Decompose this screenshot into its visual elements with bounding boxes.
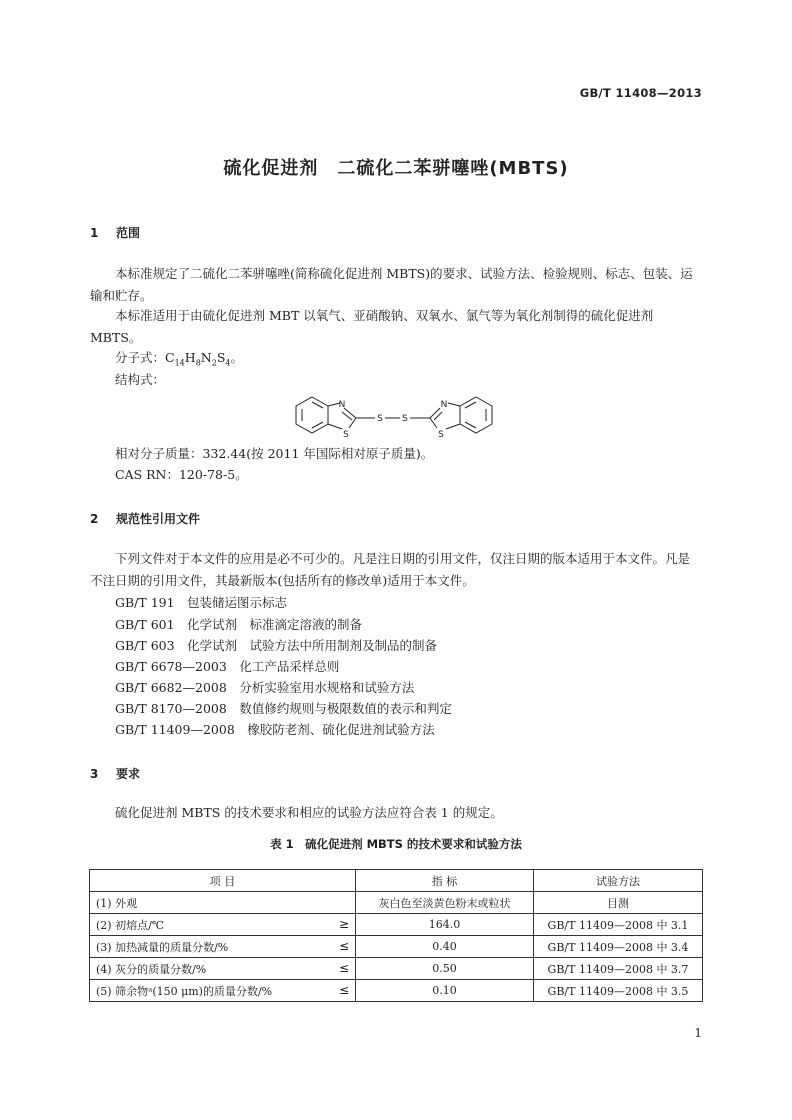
column-header: 试验方法 — [534, 870, 703, 892]
cas-number: CAS RN：120-78-5。 — [115, 467, 248, 482]
formula-end: 。 — [230, 350, 243, 365]
structural-formula — [290, 392, 500, 444]
method-cell: GB/T 11409—2008 中 3.5 — [534, 980, 703, 1002]
structure-label: 结构式： — [115, 372, 166, 387]
requirements-table — [89, 869, 703, 1002]
formula-element: H — [184, 350, 196, 365]
column-header: 指 标 — [356, 870, 534, 892]
item-cell — [90, 936, 356, 958]
item-cell — [90, 914, 356, 936]
formula-subscript: 14 — [174, 358, 185, 368]
item-label: (3) 加热减量的质量分数/% — [96, 940, 229, 954]
table-row — [90, 980, 703, 1002]
spec-cell: 0.10 — [356, 980, 534, 1002]
reference-item: GB/T 6682—2008 分析实验室用水规格和试验方法 — [115, 680, 415, 695]
table-row — [90, 958, 703, 980]
formula-subscript: 4 — [225, 358, 231, 368]
section-title: 范围 — [116, 226, 141, 240]
spec-cell: 灰白色至淡黄色粉末或粒状 — [356, 892, 534, 914]
section-2-heading — [90, 510, 200, 527]
method-cell: GB/T 11409—2008 中 3.7 — [534, 958, 703, 980]
method-cell: GB/T 11409—2008 中 3.1 — [534, 914, 703, 936]
item-cell — [90, 980, 356, 1002]
column-header: 项 目 — [90, 870, 356, 892]
atom-label: S — [343, 430, 349, 440]
reference-item: GB/T 11409—2008 橡胶防老剂、硫化促进剂试验方法 — [115, 722, 435, 737]
spec-cell: 164.0 — [356, 914, 534, 936]
table-row — [90, 936, 703, 958]
section-number: 1 — [90, 226, 99, 240]
reference-item: GB/T 191 包装储运图示标志 — [115, 595, 288, 610]
formula-element: N — [200, 350, 212, 365]
limit-symbol: ≥ — [338, 916, 349, 931]
spec-cell: 0.40 — [356, 936, 534, 958]
section-1-heading — [90, 224, 140, 241]
atom-label: S — [438, 430, 444, 440]
requirements-paragraph: 硫化促进剂 MBTS 的技术要求和相应的试验方法应符合表 1 的规定。 — [115, 805, 503, 820]
reference-item: GB/T 601 化学试剂 标准滴定溶液的制备 — [115, 617, 363, 632]
atom-label: S — [402, 414, 408, 424]
item-label: (2) 初熔点/℃ — [96, 918, 165, 932]
limit-symbol: ≤ — [338, 982, 349, 997]
page-title: 硫化促进剂 二硫化二苯骈噻唑(MBTS) — [223, 158, 569, 179]
scope-paragraph-2: 本标准适用于由硫化促进剂 MBT 以氧气、亚硝酸钠、双氧水、氯气等为氧化剂制得的硫化促进剂 MBTS。 — [90, 308, 654, 345]
spec-cell: 0.50 — [356, 958, 534, 980]
page-number: 1 — [694, 1026, 702, 1040]
scope-paragraph-1: 本标准规定了二硫化二苯骈噻唑(简称硫化促进剂 MBTS)的要求、试验方法、检验规则、标志、包装、运输和贮存。 — [90, 266, 693, 303]
section-title: 规范性引用文件 — [116, 512, 201, 526]
table-row — [90, 914, 703, 936]
item-cell — [90, 958, 356, 980]
section-3-heading — [90, 765, 140, 782]
formula-element: S — [216, 350, 226, 365]
formula-subscript: 8 — [195, 358, 201, 368]
section-title: 要求 — [116, 767, 141, 781]
reference-item: GB/T 8170—2008 数值修约规则与极限数值的表示和判定 — [115, 701, 452, 716]
limit-symbol: ≤ — [338, 960, 349, 975]
section-number: 3 — [90, 767, 99, 781]
formula-element: C — [165, 350, 175, 365]
standard-number: GB/T 11408—2013 — [579, 86, 702, 100]
atom-label: N — [440, 400, 448, 410]
references-paragraph: 下列文件对于本文件的应用是必不可少的。凡是注日期的引用文件，仅注日期的版本适用于本文件。凡是不注日期的引用文件，其最新版本(包括所有的修改单)适用于本文件。 — [90, 551, 691, 588]
method-cell: 目测 — [534, 892, 703, 914]
section-number: 2 — [90, 512, 99, 526]
formula-label: 分子式： — [115, 350, 166, 365]
limit-symbol: ≤ — [338, 938, 349, 953]
method-cell: GB/T 11409—2008 中 3.4 — [534, 936, 703, 958]
item-label: (1) 外观 — [96, 896, 138, 910]
table-row — [90, 892, 703, 914]
item-label: (4) 灰分的质量分数/% — [96, 962, 207, 976]
atom-label: N — [338, 400, 346, 410]
formula-subscript: 2 — [211, 358, 217, 368]
table-caption: 表 1 硫化促进剂 MBTS 的技术要求和试验方法 — [270, 837, 522, 851]
table-header-row — [90, 870, 703, 892]
atom-label: S — [377, 414, 383, 424]
reference-item: GB/T 603 化学试剂 试验方法中所用制剂及制品的制备 — [115, 638, 438, 653]
item-label: (5) 筛余物ᵃ(150 μm)的质量分数/% — [96, 984, 273, 998]
reference-item: GB/T 6678—2003 化工产品采样总则 — [115, 659, 340, 674]
molecular-mass: 相对分子质量：332.44(按 2011 年国际相对原子质量)。 — [115, 446, 434, 461]
item-cell — [90, 892, 356, 914]
